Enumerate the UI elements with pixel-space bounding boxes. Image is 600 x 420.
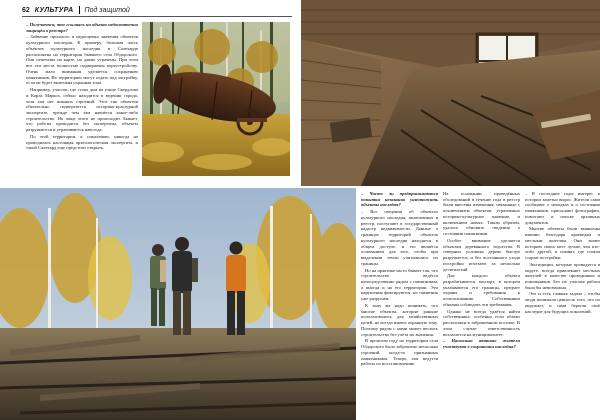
interview-question: – Насколько активно жители участвуют в сохранении наследия?	[443, 338, 520, 350]
photo-rusty-barrel-image	[142, 22, 290, 176]
article-column-a	[361, 191, 438, 417]
article-column-b	[443, 191, 520, 417]
article-paragraph: Например, участок, где стоял дом на улице Свердлова и Карла Маркса, сейчас находится в ведении города, хотя там нет никаких строений. Этот тип объектов обязательно подвергается историко-культурной экспертизе, прежде чем там начнётся какое-либо строительство. Но чаще этого не происходит. Бывает, что работы проводятся без экспертизы, объекты разрушаются и утрачиваются навсегда.	[26, 87, 138, 133]
page-number: 62	[22, 6, 30, 14]
article-paragraph: Особое внимание уделяется объектам деревянного зодчества. В северных условиях дерево быстро разрушается, и без постоянного ухода постройки исчезают за несколько десятилетий.	[443, 237, 520, 272]
photo-rusty-barrel	[142, 22, 290, 176]
interview-question: – Часто ли предпринимаются попытки незаконно уничтожить объекты наследия?	[361, 191, 438, 208]
article-paragraph: Это и есть главная задача – чтобы люди понимали ценность того, что их окружает, и сами берегли своё наследие для будущих поколений.	[525, 291, 600, 314]
article-paragraph: – Забвение прошлого и недооценка значения объектов культурного наследия. К примеру, большая часть объектов культурного наследия в Салехарде расположена на территории бывшего села Обдорского. Они отмечены на карте, но давно утрачены. При этом все эти места полностью подвержены переустройству. Очень мало внимания уделяется сохранению памятников. Их территорию могут отдать под застройку, если не будет включена охранная зона.	[26, 34, 138, 86]
header-separator	[79, 6, 80, 14]
article-paragraph: Однако не всегда удаётся найти собственника, особенно если объект расположен в заброшенном поселке. В этом случае ответственность возлагается на муниципалитет.	[443, 308, 520, 337]
article-paragraph: – В последние годы интерес к истории заметно вырос. Жители сами сообщают о находках и о состоянии памятников, присылают фотографии, помогают в поиске архивных документов.	[525, 191, 600, 225]
photo-abandoned-interior	[301, 0, 600, 186]
article-paragraph: Многие объекты были выявлены именно благодаря краеведам и местным жителям. Они знают историю своих мест лучше, чем кто-либо другой, и помнят, где стояли старые постройки.	[525, 226, 600, 261]
article-paragraph: Но на практике часто бывает так, что строительство ведётся непосредственно рядом с памятником, а иногда и на его территории. Эти нарушения фиксируются, но памятник уже разрушен.	[361, 267, 438, 302]
photo-expedition-image	[0, 188, 356, 420]
article-paragraph: – Все сведения об объектах культурного наследия, включенных в реестр, поступают в государственный кадастр недвижимости. Данные о границах территорий объектов культурного наследия находятся в общем доступе, и это является основанием для того, чтобы при выделении земли учитывались их границы.	[361, 209, 438, 266]
article-paragraph: Для каждого объекта разрабатывается паспорт, в котором указываются его границы, предмет охраны и требования к использованию. Собственники обязаны соблюдать эти требования.	[443, 273, 520, 307]
photo-expedition	[0, 188, 356, 420]
photo-abandoned-interior-image	[301, 0, 600, 186]
section-title: КУЛЬТУРА	[34, 6, 74, 14]
article-paragraph: К тому же надо понимать, что многие объекты, которые раньше использовались для хозяйственных целей, не всегда имеют охранную зону. Поэтому рядом с ними может вестись строительство без учёта их значения.	[361, 302, 438, 337]
article-paragraph: В прошлом году на территории села Обдорского было заброшено несколько строений, когда-то признанных памятниками. Теперь там ведутся работы по восстановлению.	[361, 338, 438, 367]
article-paragraph: На основании проведённых обследований в течение года в реестр были внесены изменения, связанные с исключением объектов, утративших историко-культурное значение, и включением новых. Таким образом, удалось обновить сведения о состоянии памятников.	[443, 191, 520, 237]
article-paragraph: По этой территории, к сожалению, никогда не проводилась настоящая археологическая экспертиза, и такой Салехард еще предстоит открыть.	[26, 133, 138, 151]
rubric-title: Под защитой	[84, 6, 130, 14]
article-column-c	[525, 191, 600, 417]
header-rule	[22, 16, 292, 17]
article-column-left-top	[26, 22, 138, 202]
page-header	[22, 3, 292, 17]
interview-question: – Получается, что ссылаясь на объект недостаточно защищён в реестре?	[26, 22, 138, 33]
article-paragraph: Экспедиции, которые проводятся в округе, всегда привлекают местных жителей в качестве проводников и помощников. Без их участия работа была бы невозможна.	[525, 261, 600, 290]
